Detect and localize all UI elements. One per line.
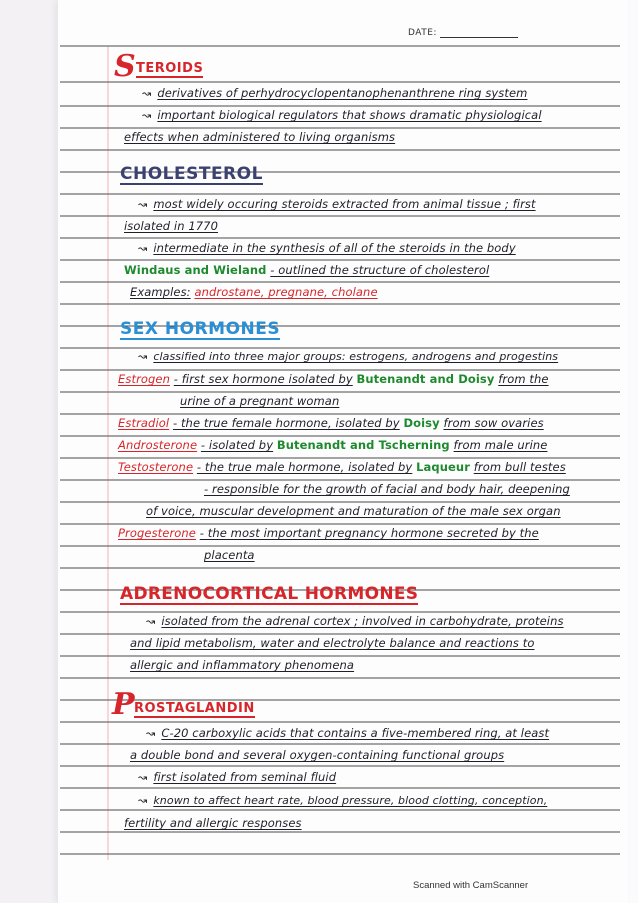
date-line — [440, 37, 518, 38]
examples-list: androstane, pregnane, cholane — [194, 285, 378, 299]
windaus-wieland-name: Windaus and Wieland — [124, 263, 267, 277]
cholesterol-bullet-1-cont: isolated in 1770 — [124, 219, 219, 233]
testosterone-cont-1: - responsible for the growth of facial and body hair, deepening — [204, 482, 570, 496]
prostaglandin-bullet-1: ↝ C-20 carboxylic acids that contains a five-membered ring, at least — [146, 726, 550, 740]
androsterone-line: Androsterone - isolated by Butenandt and Tscherning from male urine — [118, 438, 548, 452]
steroids-title: TEROIDS — [136, 61, 204, 76]
prostaglandin-title: ROSTAGLANDIN — [134, 701, 255, 716]
estradiol-line: Estradiol - the true female hormone, isolated by Doisy from sow ovaries — [118, 416, 544, 430]
adrenocortical-bullet-1: ↝ isolated from the adrenal cortex ; involved in carbohydrate, proteins — [146, 614, 564, 628]
sex-hormones-bullet-1: ↝ classified into three major groups: estrogens, androgens and progestins — [138, 350, 559, 363]
cholesterol-windaus-line: Windaus and Wieland - outlined the structure of cholesterol — [124, 263, 490, 277]
prostaglandin-bullet-3: ↝ known to affect heart rate, blood pressure, blood clotting, conception, — [138, 794, 548, 807]
steroids-initial: S — [114, 49, 136, 84]
estrogen-line-cont: urine of a pregnant woman — [180, 394, 340, 408]
testosterone-cont-2: of voice, muscular development and maturation of the male sex organ — [146, 504, 561, 518]
prostaglandin-bullet-1-cont: a double bond and several oxygen-containing functional groups — [130, 748, 505, 762]
steroids-bullet-2: ↝ important biological regulators that shows dramatic physiological — [142, 108, 542, 122]
adrenocortical-cont-1: and lipid metabolism, water and electrolyte balance and reactions to — [130, 636, 535, 650]
estrogen-line: Estrogen - first sex hormone isolated by Butenandt and Doisy from the — [118, 372, 549, 386]
prostaglandin-initial: P — [112, 687, 135, 722]
steroids-bullet-1: ↝ derivatives of perhydrocyclopentanophenanthrene ring system — [142, 86, 528, 100]
cholesterol-title: CHOLESTEROL — [120, 164, 263, 184]
adrenocortical-title: ADRENOCORTICAL HORMONES — [120, 584, 419, 604]
prostaglandin-bullet-2: ↝ first isolated from seminal fluid — [138, 770, 337, 784]
progesterone-line: Progesterone - the most important pregnancy hormone secreted by the — [118, 526, 539, 540]
date-label: DATE: — [408, 28, 437, 38]
adrenocortical-cont-2: allergic and inflammatory phenomena — [130, 658, 355, 672]
page-binding-margin — [0, 0, 58, 903]
steroids-bullet-2-cont: effects when administered to living organisms — [124, 130, 396, 144]
sex-hormones-title: SEX HORMONES — [120, 319, 281, 339]
camscanner-watermark: Scanned with CamScanner — [413, 880, 529, 891]
progesterone-cont: placenta — [204, 548, 255, 562]
cholesterol-examples: Examples: androstane, pregnane, cholane — [130, 285, 378, 299]
prostaglandin-bullet-3-cont: fertility and allergic responses — [124, 816, 302, 830]
cholesterol-bullet-2: ↝ intermediate in the synthesis of all of the steroids in the body — [138, 241, 516, 255]
testosterone-line: Testosterone - the true male hormone, isolated by Laqueur from bull testes — [118, 460, 566, 474]
cholesterol-bullet-1: ↝ most widely occuring steroids extracted from animal tissue ; first — [138, 197, 536, 211]
